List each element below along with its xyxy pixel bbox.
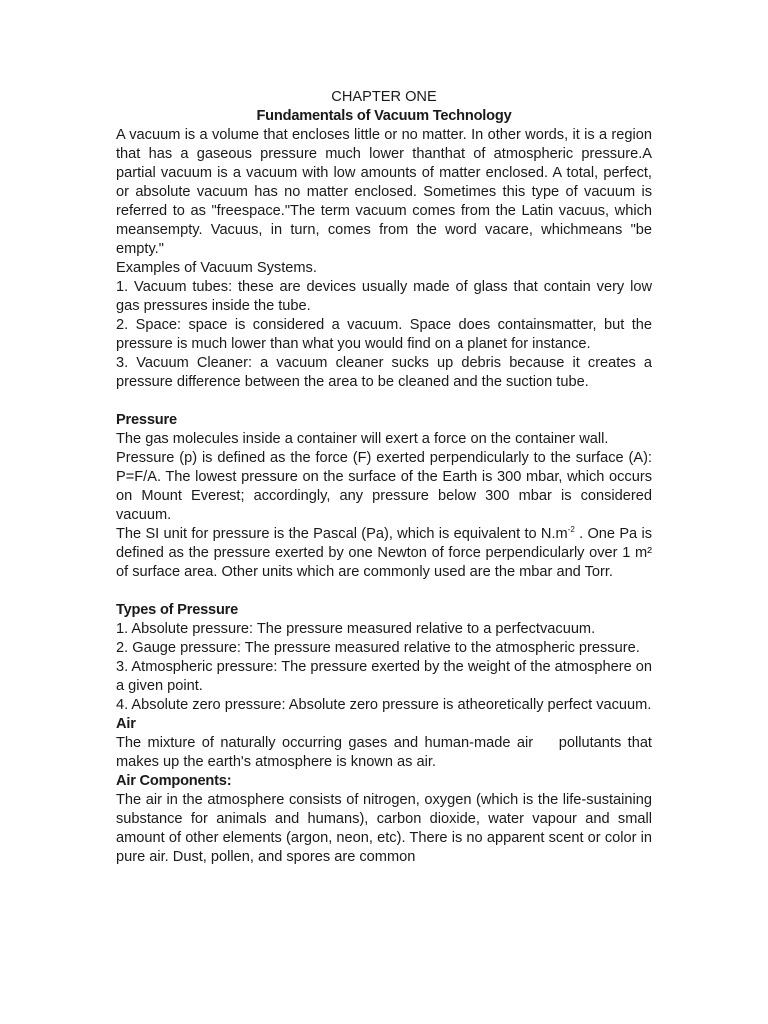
type-item: 4. Absolute zero pressure: Absolute zero pressure is atheoretically perfect vacuum. — [116, 697, 652, 713]
air-paragraph: The mixture of naturally occurring gases and human-made air pollutants that makes up the earth's atmosphere is known as air. — [116, 735, 657, 770]
pressure-paragraph: Pressure (p) is defined as the force (F) exerted perpendicularly to the surface (A): P=F/A. The lowest pressure on the surface of the Earth is 300 mbar, which occurs on Mount Everest; accordingly, any pressure below 300 mbar is considered vacuum. — [116, 450, 652, 523]
section-gap — [116, 582, 652, 601]
types-heading: Types of Pressure — [116, 602, 239, 618]
exponent: -2 — [567, 525, 575, 534]
si-unit-text-continued: . One Pa is defined as the pressure exerted by one Newton of force perpendicularly over 1 m² of surface area. Other units which are commonly used are the mbar and Torr. — [116, 526, 653, 580]
section-gap — [116, 392, 652, 411]
chapter-title: Fundamentals of Vacuum Technology — [256, 108, 512, 124]
si-unit-text: The SI unit for pressure is the Pascal (Pa), which is equivalent to N.m — [116, 526, 568, 542]
type-item: 1. Absolute pressure: The pressure measured relative to a perfectvacuum. — [116, 621, 596, 637]
pressure-line: The gas molecules inside a container will exert a force on the container wall. — [116, 431, 609, 447]
type-item: 3. Atmospheric pressure: The pressure exerted by the weight of the atmosphere on a given point. — [116, 659, 652, 694]
si-unit-paragraph — [116, 525, 652, 582]
examples-heading: Examples of Vacuum Systems. — [116, 260, 317, 276]
air-components-heading: Air Components: — [116, 773, 232, 789]
example-item: 3. Vacuum Cleaner: a vacuum cleaner sucks up debris because it creates a pressure difference between the area to be cleaned and the suction tube. — [116, 355, 652, 390]
pressure-heading: Pressure — [116, 412, 177, 428]
intro-paragraph: A vacuum is a volume that encloses little or no matter. In other words, it is a region that has a gaseous pressure much lower thanthat of atmospheric pressure.A partial vacuum is a vacuum with low amounts of matter enclosed. A total, perfect, or absolute vacuum has no matter enclosed. Sometimes this type of vacuum is referred to as "freespace."The term vacuum comes from the Latin vacuus, which meansempty. Vacuus, in turn, comes from the word vacare, whichmeans "be empty." — [116, 127, 652, 257]
air-components-paragraph: The air in the atmosphere consists of nitrogen, oxygen (which is the life-sustaining substance for animals and humans), carbon dioxide, water vapour and small amount of other elements (argon, neon, etc). There is no apparent scent or color in pure air. Dust, pollen, and spores are common — [116, 792, 652, 865]
example-item: 1. Vacuum tubes: these are devices usually made of glass that contain very low gas pressures inside the tube. — [116, 279, 652, 314]
type-item: 2. Gauge pressure: The pressure measured relative to the atmospheric pressure. — [116, 640, 640, 656]
example-item: 2. Space: space is considered a vacuum. Space does containsmatter, but the pressure is much lower than what you would find on a planet for instance. — [116, 317, 652, 352]
air-heading: Air — [116, 716, 136, 732]
document-page — [116, 88, 657, 867]
chapter-label: CHAPTER ONE — [331, 89, 437, 105]
